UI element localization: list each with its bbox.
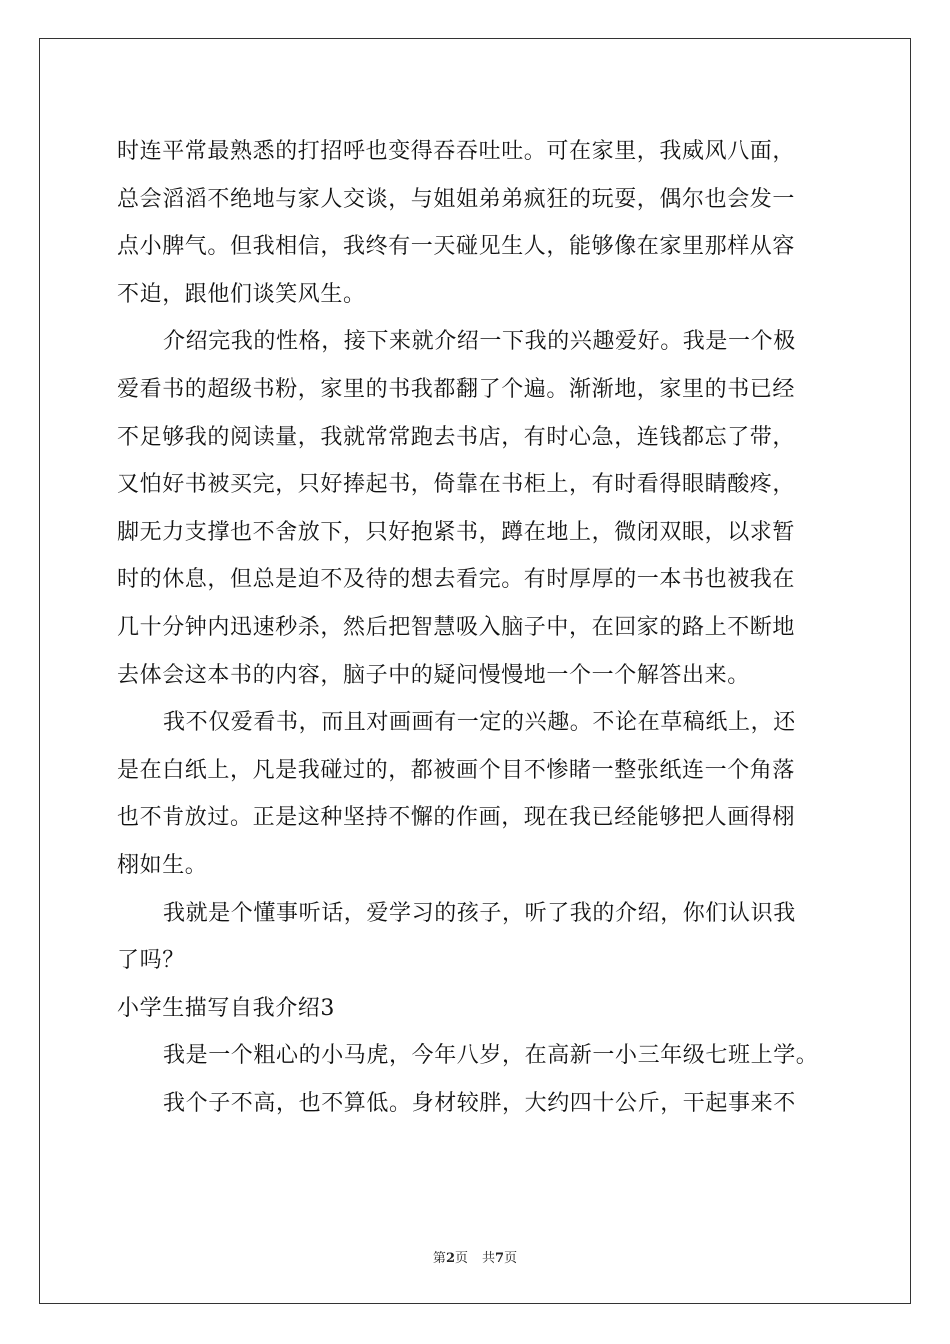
paragraph-line: 几十分钟内迅速秒杀，然后把智慧吸入脑子中，在回家的路上不断地 xyxy=(117,614,796,640)
paragraph-line: 时的休息，但总是迫不及待的想去看完。有时厚厚的一本书也被我在 xyxy=(117,567,796,593)
paragraph-line: 我不仅爱看书，而且对画画有一定的兴趣。不论在草稿纸上，还 xyxy=(163,710,796,736)
paragraph-line: 我个子不高，也不算低。身材较胖，大约四十公斤，干起事来不 xyxy=(163,1090,796,1116)
paragraph-line: 点小脾气。但我相信，我终有一天碰见生人，能够像在家里那样从容 xyxy=(117,234,796,260)
paragraph-line: 脚无力支撑也不舍放下，只好抱紧书，蹲在地上，微闭双眼，以求暂 xyxy=(117,519,796,545)
paragraph-line: 时连平常最熟悉的打招呼也变得吞吞吐吐。可在家里，我威风八面， xyxy=(117,139,796,164)
total-pages: 7 xyxy=(495,1251,505,1266)
paragraph-line: 我是一个粗心的小马虎，今年八岁，在高新一小三年级七班上学。 xyxy=(163,1043,819,1069)
section-heading: 小学生描写自我介绍3 xyxy=(117,995,335,1021)
total-suffix: 页 xyxy=(504,1251,518,1266)
paragraph-line: 总会滔滔不绝地与家人交谈，与姐姐弟弟疯狂的玩耍，偶尔也会发一 xyxy=(117,186,796,212)
page-number: 2 xyxy=(445,1251,455,1266)
paragraph-line: 是在白纸上，凡是我碰过的，都被画个目不惨睹一整张纸连一个角落 xyxy=(117,757,796,783)
page-prefix: 第 xyxy=(432,1251,446,1266)
paragraph-line: 栩如生。 xyxy=(117,852,208,878)
paragraph-line: 又怕好书被买完，只好捧起书，倚靠在书柜上，有时看得眼睛酸疼， xyxy=(117,472,796,498)
paragraph-line: 爱看书的超级书粉，家里的书我都翻了个遍。渐渐地，家里的书已经 xyxy=(117,376,796,402)
paragraph-line: 去体会这本书的内容，脑子中的疑问慢慢地一个一个解答出来。 xyxy=(117,662,750,688)
paragraph-line: 我就是个懂事听话，爱学习的孩子，听了我的介绍，你们认识我 xyxy=(163,900,796,926)
paragraph-line: 不足够我的阅读量，我就常常跑去书店，有时心急，连钱都忘了带， xyxy=(117,424,796,450)
paragraph-line: 介绍完我的性格，接下来就介绍一下我的兴趣爱好。我是一个极 xyxy=(163,329,796,355)
document-body xyxy=(117,128,837,1127)
total-prefix: 共 xyxy=(482,1251,496,1266)
paragraph-line: 不迫，跟他们谈笑风生。 xyxy=(117,281,366,307)
paragraph-line: 了吗？ xyxy=(117,948,185,974)
page-suffix: 页 xyxy=(454,1251,468,1266)
paragraph-line: 也不肯放过。正是这种坚持不懈的作画，现在我已经能够把人画得栩 xyxy=(117,805,796,831)
page-footer xyxy=(0,1247,950,1266)
